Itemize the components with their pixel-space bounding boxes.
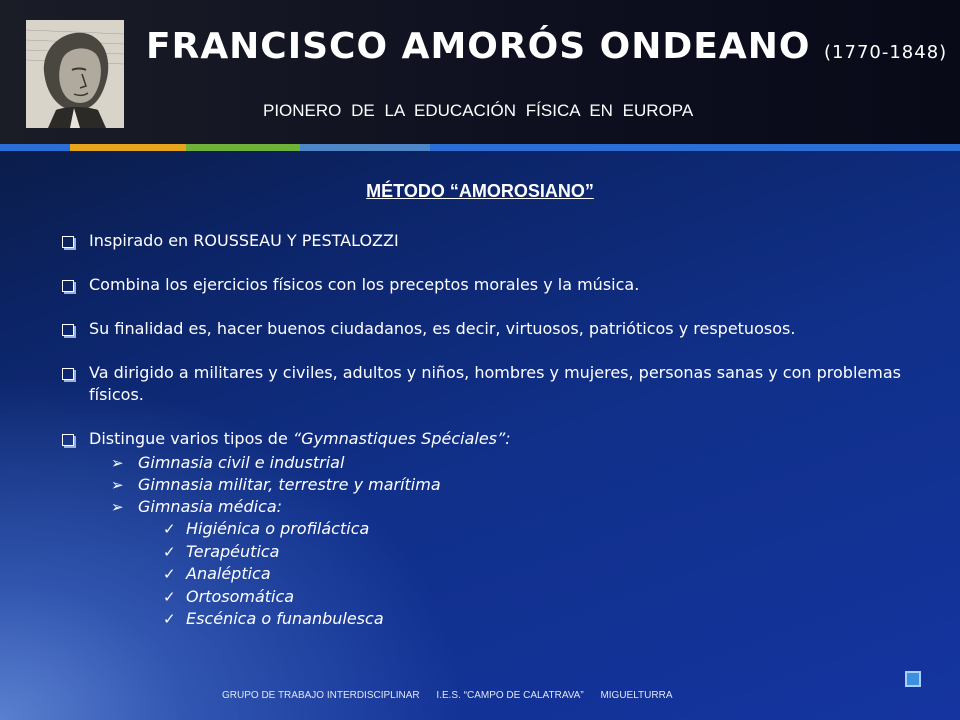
square-bullet-icon bbox=[62, 324, 74, 336]
list-item-label: Higiénica o profiláctica bbox=[186, 519, 370, 538]
divider-segment-orange bbox=[70, 144, 186, 151]
bullet-item bbox=[62, 362, 942, 406]
arrow-bullet-icon: ➢ bbox=[111, 498, 124, 516]
list-item-label: Gimnasia militar, terrestre y marítima bbox=[138, 475, 441, 494]
bullet-text: Va dirigido a militares y civiles, adultos y niños, hombres y mujeres, personas sanas y con problemas físicos. bbox=[89, 363, 901, 404]
checkmark-icon: ✓ bbox=[163, 565, 176, 583]
checkmark-icon: ✓ bbox=[163, 542, 176, 561]
slide-footer bbox=[222, 690, 687, 701]
list-item-label: Gimnasia médica: bbox=[138, 497, 283, 516]
square-bullet-icon bbox=[62, 368, 74, 380]
divider-segment-lightblue bbox=[300, 144, 430, 151]
list-item bbox=[89, 608, 942, 631]
slide-header bbox=[0, 0, 960, 144]
footer-town: MIGUELTURRA bbox=[600, 690, 673, 701]
list-item bbox=[89, 541, 942, 564]
checkmark-icon: ✓ bbox=[163, 610, 176, 628]
footer-group: GRUPO DE TRABAJO INTERDISCIPLINAR bbox=[222, 690, 420, 701]
bullet-item bbox=[62, 318, 942, 340]
bullet-item bbox=[62, 428, 942, 631]
portrait-engraving bbox=[26, 20, 124, 128]
title-years: (1770-1848) bbox=[824, 42, 948, 63]
slide-title bbox=[146, 26, 947, 67]
arrow-bullet-icon: ➢ bbox=[111, 454, 124, 472]
list-item bbox=[89, 496, 942, 518]
bullet-list bbox=[62, 230, 942, 653]
checkmark-icon: ✓ bbox=[163, 520, 176, 538]
bullet-item bbox=[62, 274, 942, 296]
divider-segment-blue bbox=[0, 144, 70, 151]
bullet-text-italic: “Gymnastiques Spéciales”: bbox=[292, 429, 511, 448]
list-item bbox=[89, 586, 942, 609]
list-item bbox=[89, 518, 942, 541]
section-heading: MÉTODO “AMOROSIANO” bbox=[366, 181, 594, 201]
square-bullet-icon bbox=[62, 434, 74, 446]
list-item-label: Analéptica bbox=[186, 564, 271, 583]
square-bullet-icon bbox=[62, 280, 74, 292]
divider-segment-green bbox=[186, 144, 300, 151]
color-divider bbox=[0, 144, 960, 151]
bullet-text: Distingue varios tipos de bbox=[89, 429, 293, 448]
bullet-text: Combina los ejercicios físicos con los preceptos morales y la música. bbox=[89, 275, 640, 294]
bullet-text: Su finalidad es, hacer buenos ciudadanos, es decir, virtuosos, patrióticos y respetuosos. bbox=[89, 319, 796, 338]
square-bullet-icon bbox=[62, 236, 74, 248]
list-item-label: Ortosomática bbox=[186, 586, 295, 606]
list-item bbox=[89, 452, 942, 474]
portrait-image bbox=[26, 20, 124, 128]
slide-subtitle: PIONERO DE LA EDUCACIÓN FÍSICA EN EUROPA bbox=[263, 101, 694, 120]
list-item-label: Escénica o funanbulesca bbox=[186, 609, 384, 628]
divider-segment-blue-right bbox=[430, 144, 960, 151]
list-item-label: Gimnasia civil e industrial bbox=[138, 453, 345, 472]
checkmark-icon: ✓ bbox=[163, 587, 176, 606]
bullet-text: Inspirado en ROUSSEAU Y PESTALOZZI bbox=[89, 231, 399, 250]
list-item bbox=[89, 474, 942, 496]
footer-school: I.E.S. “CAMPO DE CALATRAVA” bbox=[436, 690, 584, 701]
title-name: FRANCISCO AMORÓS ONDEANO bbox=[146, 26, 811, 67]
list-item-label: Terapéutica bbox=[186, 541, 280, 561]
list-item bbox=[89, 563, 942, 586]
gymnastics-types-list bbox=[89, 452, 942, 631]
bullet-item bbox=[62, 230, 942, 252]
arrow-bullet-icon: ➢ bbox=[111, 476, 124, 494]
slide-nav-button[interactable] bbox=[905, 671, 921, 687]
